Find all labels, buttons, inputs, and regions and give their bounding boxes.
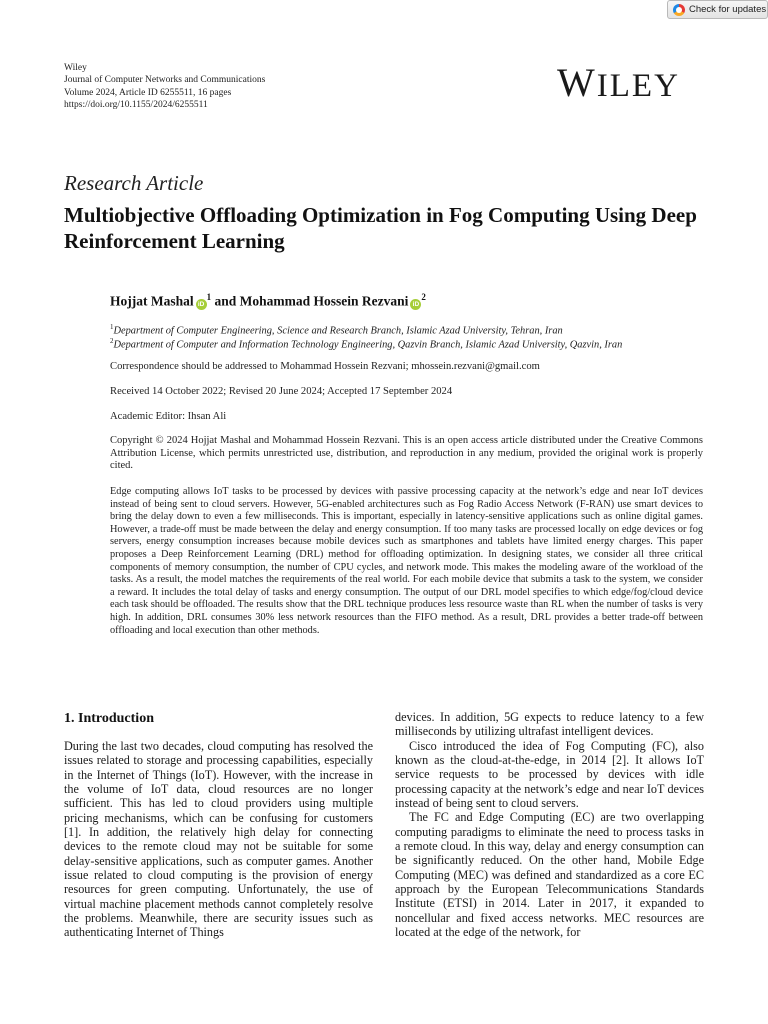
author-joiner: and xyxy=(214,293,237,309)
check-for-updates-button[interactable] xyxy=(667,0,768,19)
article-dates: Received 14 October 2022; Revised 20 June 2024; Accepted 17 September 2024 xyxy=(110,386,453,397)
affiliation-marker: 2 xyxy=(421,292,426,302)
paragraph: Cisco introduced the idea of Fog Computing (FC), also known as the cloud-at-the-edge, in 2014 [2]. It allows IoT service requests to be processed by devices with idle processing capacity at the network’s edge and near IoT devices instead of being sent to cloud servers. xyxy=(395,738,704,811)
author-name[interactable]: Mohammad Hossein Rezvani xyxy=(239,293,409,309)
abstract: Edge computing allows IoT tasks to be processed by devices with passive processing capacity at the network’s edge and near IoT devices instead of being sent to cloud servers. However, 5G-enabled architectures such as Fog Radio Access Network (F-RAN) use smart devices to bring the delay down to even a few milliseconds. This is important, especially in latency-sensitive applications such as online digital games. However, a trade-off must be made between the delay and energy consumption. If too many tasks are processed locally on edge devices or fog servers, energy consumption increases because mobile devices such as smartphones and tablets have limited energy charges. This paper proposes a Deep Reinforcement Learning (DRL) method for offloading optimization. In designing states, we consider all three critical components of memory consumption, the number of CPU cycles, and network mode. This makes the modeling aware of the workload of the tasks. As a result, the model matches the requirements of the real world. For each mobile device that submits a task to the system, we consider a reward. It includes the total delay of tasks and energy consumption. The output of our DRL model specifies to which edge/fog/cloud device each task should be offloaded. The results show that the DRL technique produces less resource waste than RL when the number of tasks is very high. In addition, DRL consumes 30% less network resources than the FIFO method. As a result, DRL provides a better trade-off between offloading and local execution than other methods. xyxy=(110,486,703,636)
orcid-icon[interactable]: iD xyxy=(410,299,421,310)
affiliation-marker: 1 xyxy=(206,292,212,302)
affiliation: $^1$Department of Computer Engineering, Science and Research Branch, Islamic Azad University, Tehran, Iran xyxy=(110,323,563,337)
text-column-left xyxy=(64,739,373,940)
correspondence: Correspondence should be addressed to Mohammad Hossein Rezvani; mhossein.rezvani@gmail.com xyxy=(110,361,540,372)
check-for-updates-label: Check for updates xyxy=(689,4,767,15)
copyright-notice: Copyright © 2024 Hojjat Mashal and Mohammad Hossein Rezvani. This is an open access article distributed under the Creative Commons Attribution License, which permits unrestricted use, distribution, and reproduction in any medium, provided the original work is properly cited. xyxy=(110,435,703,472)
wiley-logo: WILEY xyxy=(557,60,680,105)
affiliation: $^2$Department of Computer and Information Technology Engineering, Qazvin Branch, Islamic Azad University, Qazvin, Iran xyxy=(110,337,623,351)
publisher-name: Wiley xyxy=(64,63,87,73)
paragraph: The FC and Edge Computing (EC) are two overlapping computing paradigms to eliminate the need to process tasks in a remote cloud. In this way, delay and energy consumption can be significantly reduced. On the other hand, Mobile Edge Computing (MEC) was defined and standardized as a core EC approach by the European Telecommunications Standards Institute (ETSI) in 2014. Later in 2017, it expanded to noncellular and fixed access networks. MEC resources are located at the edge of the network, for xyxy=(395,810,704,940)
journal-volume: Volume 2024, Article ID 6255511, 16 pages xyxy=(64,87,232,98)
orcid-icon[interactable]: iD xyxy=(196,299,207,310)
paragraph: devices. In addition, 5G expects to reduce latency to a few milliseconds by utilizing ultrafast intelligent devices. xyxy=(395,710,704,739)
article-type: Research Article xyxy=(64,171,204,195)
text-column-right xyxy=(395,710,704,940)
author-name[interactable]: Hojjat Mashal xyxy=(110,293,194,309)
doi-link[interactable]: https://doi.org/10.1155/2024/6255511 xyxy=(64,99,208,110)
academic-editor: Academic Editor: Ihsan Ali xyxy=(110,411,227,422)
journal-name: Journal of Computer Networks and Communications xyxy=(64,75,266,86)
paragraph: During the last two decades, cloud computing has resolved the issues related to storage and processing capabilities, especially in the Internet of Things (IoT). However, with the increase in the volume of IoT data, cloud resources are no longer sufficient. This has led to cloud providers using multiple pricing mechanisms, which can be confusing for customers [1]. In addition, the relatively high delay for connecting devices to the remote cloud may not be suitable for some delay-sensitive applications, such as computer games. Another issue related to cloud computing is the provision of energy resources for green computing. Unfortunately, the use of virtual machine placement methods cannot completely resolve the problems. Meanwhile, there are security issues such as authenticating Internet of Things xyxy=(64,739,373,940)
journal-meta xyxy=(64,62,265,111)
crossmark-icon xyxy=(673,4,685,16)
article-title: Multiobjective Offloading Optimization in Fog Computing Using Deep Reinforcement Learning xyxy=(64,203,697,253)
author-list xyxy=(110,292,426,310)
section-heading: 1. Introduction xyxy=(64,711,154,726)
